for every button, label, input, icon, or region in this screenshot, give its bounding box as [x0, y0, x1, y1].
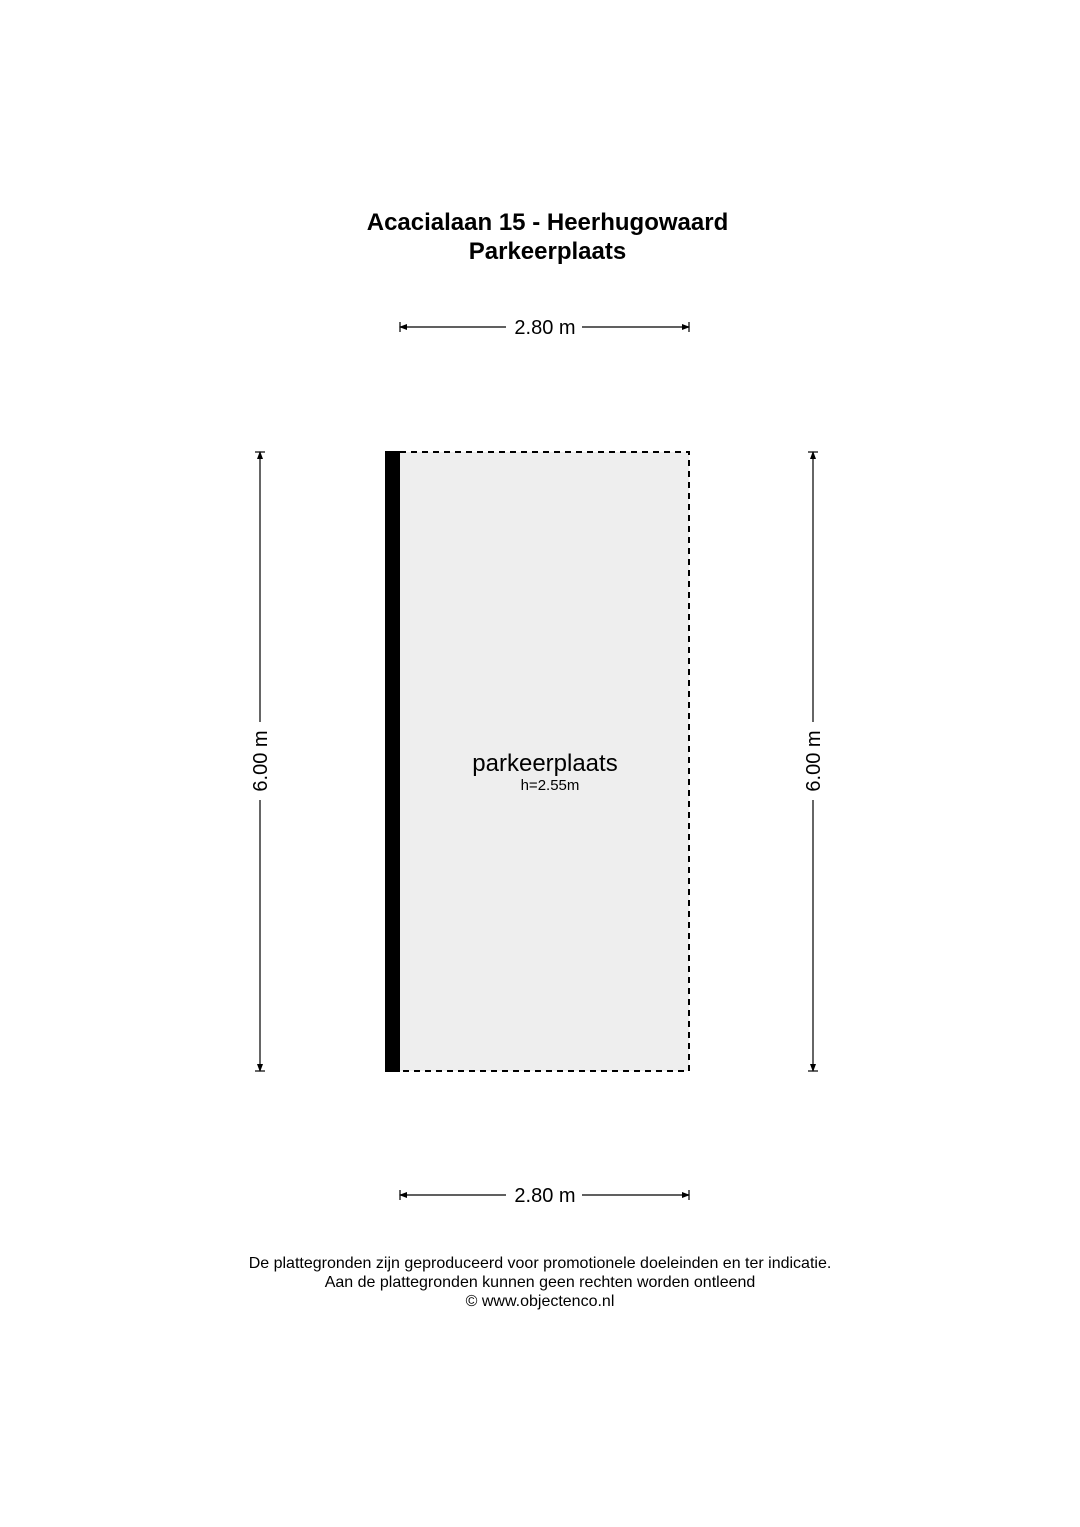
bottom-width-label: 2.80 m [514, 1185, 576, 1207]
left-height-dimension [250, 452, 272, 1071]
parking-space-room [385, 451, 689, 1072]
right-height-label: 6.00 m [803, 730, 825, 792]
top-width-label: 2.80 m [514, 317, 576, 339]
wall-left [385, 451, 400, 1072]
disclaimer-line-2: Aan de plattegronden kunnen geen rechten worden ontleend [324, 1274, 756, 1291]
top-width-dimension [400, 317, 689, 339]
address-title: Acacialaan 15 - Heerhugowaard [366, 209, 729, 236]
right-height-dimension [803, 452, 825, 1071]
disclaimer-block [0, 1254, 1080, 1311]
room-height-label: h=2.55m [520, 777, 580, 794]
copyright-line: © www.objectenco.nl [465, 1293, 615, 1310]
floor-title: Parkeerplaats [468, 238, 627, 265]
bottom-width-dimension [400, 1185, 689, 1207]
disclaimer-line-1: De plattegronden zijn geproduceerd voor promotionele doeleinden en ter indicatie. [248, 1255, 832, 1272]
room-name-label: parkeerplaats [472, 750, 618, 777]
left-height-label: 6.00 m [250, 730, 272, 792]
